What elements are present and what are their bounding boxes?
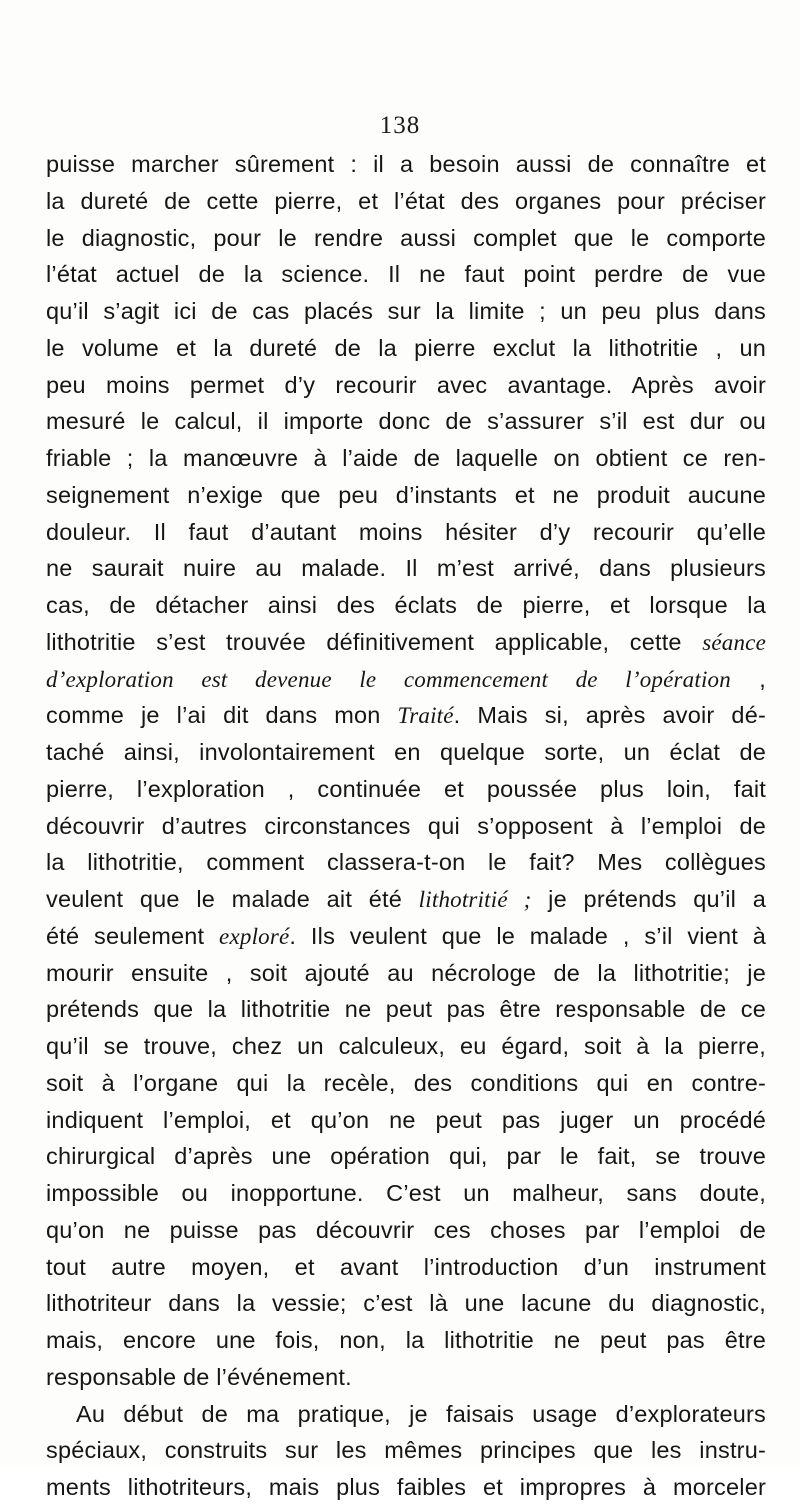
line-text: Au début de ma pratique, je faisais usage d’explorateurs bbox=[76, 1400, 766, 1427]
text-line bbox=[46, 587, 766, 624]
text-line bbox=[46, 1028, 766, 1065]
line-text: comme je l’ai dit dans mon bbox=[46, 702, 398, 729]
line-text: spéciaux, construits sur les mêmes principes que les instru- bbox=[46, 1437, 766, 1464]
text-line bbox=[46, 550, 766, 587]
text-line bbox=[46, 514, 766, 551]
text-line bbox=[46, 220, 766, 257]
text-line bbox=[46, 624, 766, 661]
text-line bbox=[46, 1249, 766, 1286]
body-text bbox=[46, 146, 766, 1506]
text-line bbox=[46, 1285, 766, 1322]
line-text: . Mais si, après avoir dé- bbox=[453, 702, 766, 729]
italic-text: d’exploration est devenue le commencement de l’opération bbox=[46, 666, 731, 692]
line-text: qu’on ne puisse pas découvrir ces choses par l’emploi de bbox=[46, 1216, 766, 1243]
line-text: l’état actuel de la science. Il ne faut point perdre de vue bbox=[46, 261, 766, 288]
text-line bbox=[46, 955, 766, 992]
line-text: été seulement bbox=[46, 922, 220, 949]
line-text: indiquent l’emploi, et qu’on ne peut pas juger un procédé bbox=[46, 1106, 766, 1133]
text-line bbox=[46, 146, 766, 183]
line-text: le volume et la dureté de la pierre exclut la lithotritie , un bbox=[46, 334, 766, 361]
line-text: mesuré le calcul, il importe donc de s’assurer s’il est dur ou bbox=[46, 408, 766, 435]
text-line bbox=[46, 183, 766, 220]
italic-text: exploré bbox=[219, 923, 290, 949]
line-text: cas, de détacher ainsi des éclats de pierre, et lorsque la bbox=[46, 592, 766, 618]
line-text: qu’il s’agit ici de cas placés sur la limite ; un peu plus dans bbox=[46, 298, 766, 324]
line-text: mais, encore une fois, non, la lithotritie ne peut pas être bbox=[46, 1327, 766, 1353]
text-line bbox=[46, 1432, 766, 1469]
line-text: je prétends qu’il a bbox=[531, 886, 767, 912]
text-line bbox=[46, 403, 766, 440]
text-line bbox=[46, 1138, 766, 1175]
text-line bbox=[46, 477, 766, 514]
text-line bbox=[46, 661, 766, 698]
text-line bbox=[46, 808, 766, 845]
text-line bbox=[46, 881, 766, 918]
text-line bbox=[46, 1175, 766, 1212]
line-text: , bbox=[730, 665, 766, 692]
line-text: chirurgical d’après une opération qui, par le fait, se trouve bbox=[46, 1143, 766, 1170]
line-text: prétends que la lithotritie ne peut pas être responsable de ce bbox=[46, 996, 766, 1023]
text-line bbox=[46, 1469, 766, 1506]
page-number: 138 bbox=[379, 112, 421, 139]
italic-text: lithotritié ; bbox=[418, 887, 532, 912]
line-text: mourir ensuite , soit ajouté au nécrologe de la lithotritie; je bbox=[46, 959, 766, 986]
text-line bbox=[46, 991, 766, 1028]
text-line bbox=[46, 1065, 766, 1102]
text-line bbox=[46, 771, 766, 808]
text-line bbox=[46, 697, 766, 734]
text-line bbox=[46, 1396, 766, 1433]
text-line bbox=[46, 1102, 766, 1139]
text-line bbox=[46, 1322, 766, 1359]
line-text: responsable de l’événement. bbox=[46, 1363, 352, 1390]
line-text: . Ils veulent que le malade , s’il vient à bbox=[289, 922, 766, 949]
text-line bbox=[46, 844, 766, 881]
line-text: impossible ou inopportune. C’est un malheur, sans doute, bbox=[46, 1180, 766, 1206]
line-text: douleur. Il faut d’autant moins hésiter d’y recourir qu’elle bbox=[46, 518, 766, 545]
line-text: lithotritie s’est trouvée définitivement applicable, cette bbox=[46, 628, 703, 655]
line-text: taché ainsi, involontairement en quelque sorte, un éclat de bbox=[46, 739, 766, 765]
line-text: la dureté de cette pierre, et l’état des organes pour préciser bbox=[46, 187, 766, 214]
line-text: veulent que le malade ait été bbox=[46, 886, 419, 912]
text-line bbox=[46, 330, 766, 367]
italic-text: Traité bbox=[397, 703, 454, 729]
line-text: ments lithotriteurs, mais plus faibles et impropres à morceler bbox=[46, 1474, 766, 1500]
text-line bbox=[46, 256, 766, 293]
line-text: seignement n’exige que peu d’instants et ne produit aucune bbox=[46, 481, 766, 508]
line-text: pierre, l’exploration , continuée et poussée plus loin, fait bbox=[46, 775, 766, 802]
line-text: lithotriteur dans la vessie; c’est là une lacune du diagnostic, bbox=[46, 1290, 766, 1317]
text-line bbox=[46, 918, 766, 955]
text-line bbox=[46, 1212, 766, 1249]
text-line bbox=[46, 1359, 766, 1396]
text-line bbox=[46, 734, 766, 771]
line-text: puisse marcher sûrement : il a besoin aussi de connaître et bbox=[46, 151, 766, 177]
line-text: le diagnostic, pour le rendre aussi complet que le comporte bbox=[46, 224, 766, 251]
line-text: tout autre moyen, et avant l’introduction d’un instrument bbox=[46, 1253, 766, 1280]
line-text: soit à l’organe qui la recèle, des conditions qui en contre- bbox=[46, 1069, 766, 1096]
line-text: peu moins permet d’y recourir avec avantage. Après avoir bbox=[46, 371, 766, 398]
italic-text: séance bbox=[702, 629, 766, 655]
line-text: la lithotritie, comment classera-t-on le fait? Mes collègues bbox=[46, 849, 766, 876]
text-line bbox=[46, 440, 766, 477]
line-text: découvrir d’autres circonstances qui s’opposent à l’emploi de bbox=[46, 812, 766, 839]
line-text: ne saurait nuire au malade. Il m’est arrivé, dans plusieurs bbox=[46, 555, 766, 582]
text-line bbox=[46, 367, 766, 404]
text-line bbox=[46, 293, 766, 330]
line-text: friable ; la manœuvre à l’aide de laquelle on obtient ce ren- bbox=[46, 445, 766, 471]
line-text: qu’il se trouve, chez un calculeux, eu égard, soit à la pierre, bbox=[46, 1033, 766, 1059]
